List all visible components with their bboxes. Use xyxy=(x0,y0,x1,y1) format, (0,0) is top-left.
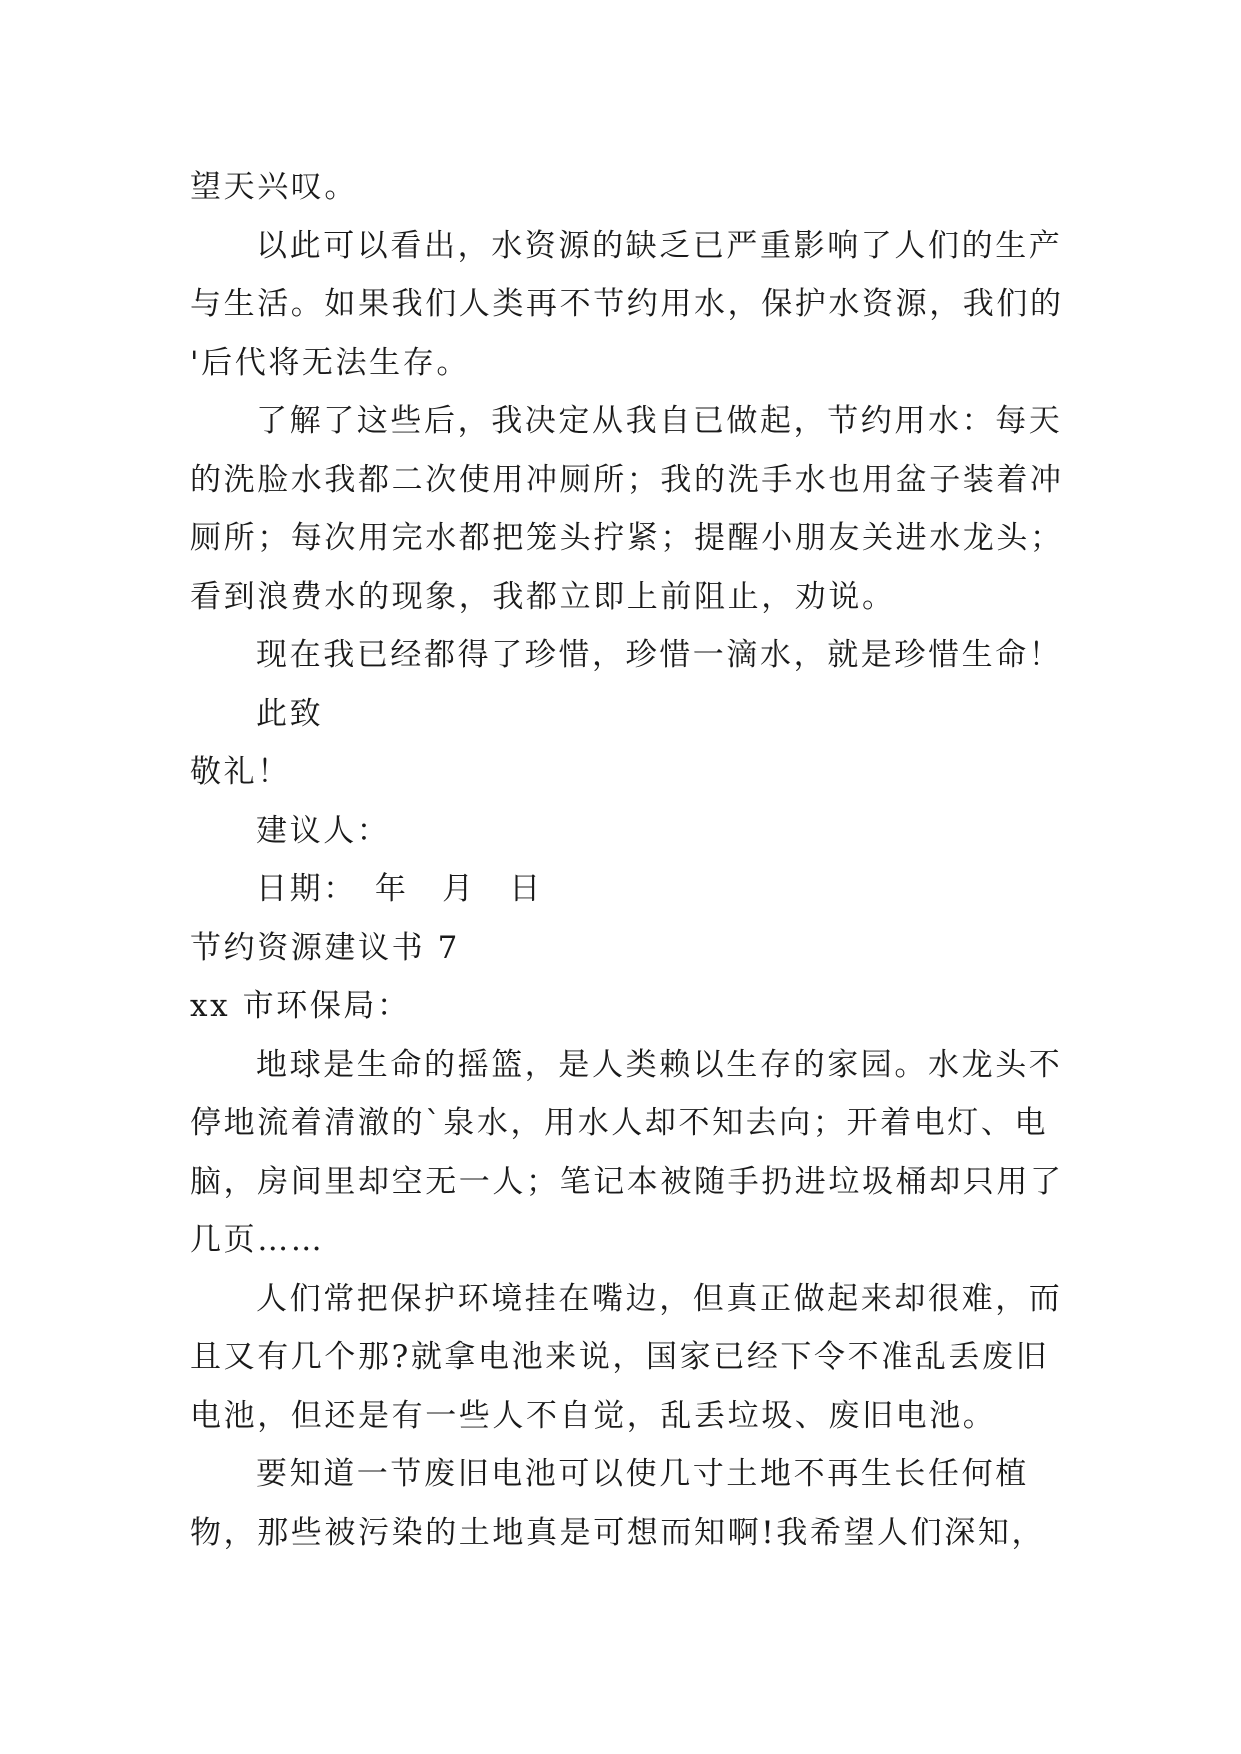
text-line: 日期： 年 月 日 xyxy=(256,871,543,907)
text-line: 电池，但还是有一些人不自觉，乱丢垃圾、废旧电池。 xyxy=(190,1397,997,1434)
text-line: 了解了这些后，我决定从我自已做起，节约用水：每天 xyxy=(256,403,1063,439)
text-line: 地球是生命的摇篮，是人类赖以生存的家园。水龙头不 xyxy=(256,1046,1063,1083)
text-line: 以此可以看出，水资源的缺乏已严重影响了人们的生产 xyxy=(256,227,1063,264)
text-line: 的洗脸水我都二次使用冲厕所；我的洗手水也用盆子装着冲 xyxy=(190,461,1064,498)
text-line: 人们常把保护环境挂在嘴边，但真正做起来却很难，而 xyxy=(256,1280,1063,1317)
text-line: 望天兴叹。 xyxy=(190,169,358,205)
text-line: 几页…… xyxy=(190,1222,325,1258)
text-line: 敬礼！ xyxy=(190,754,291,790)
text-line: '后代将无法生存。 xyxy=(190,344,470,381)
text-line: xx 市环保局： xyxy=(190,988,411,1024)
text-line: 此致 xyxy=(256,695,324,732)
text-line: 要知道一节废旧电池可以使几寸土地不再生长任何植 xyxy=(256,1456,1029,1492)
text-line: 建议人： xyxy=(256,812,391,849)
text-line: 节约资源建议书 7 xyxy=(190,929,460,966)
text-line: 物，那些被污染的土地真是可想而知啊!我希望人们深知， xyxy=(190,1514,1046,1551)
document-body xyxy=(190,158,1064,1562)
text-line: 现在我已经都得了珍惜，珍惜一滴水，就是珍惜生命！ xyxy=(256,637,1063,673)
text-line: 且又有几个那?就拿电池来说，国家已经下令不准乱丢废旧 xyxy=(190,1339,1050,1375)
text-line: 脑，房间里却空无一人；笔记本被随手扔进垃圾桶却只用了 xyxy=(190,1163,1064,1200)
text-line: 看到浪费水的现象，我都立即上前阻止，劝说。 xyxy=(190,578,896,615)
text-line: 停地流着清澈的`泉水，用水人却不知去向；开着电灯、电 xyxy=(190,1105,1049,1141)
text-line: 与生活。如果我们人类再不节约用水，保护水资源，我们的 xyxy=(190,286,1064,322)
text-line: 厕所；每次用完水都把笼头拧紧；提醒小朋友关进水龙头； xyxy=(190,520,1064,556)
